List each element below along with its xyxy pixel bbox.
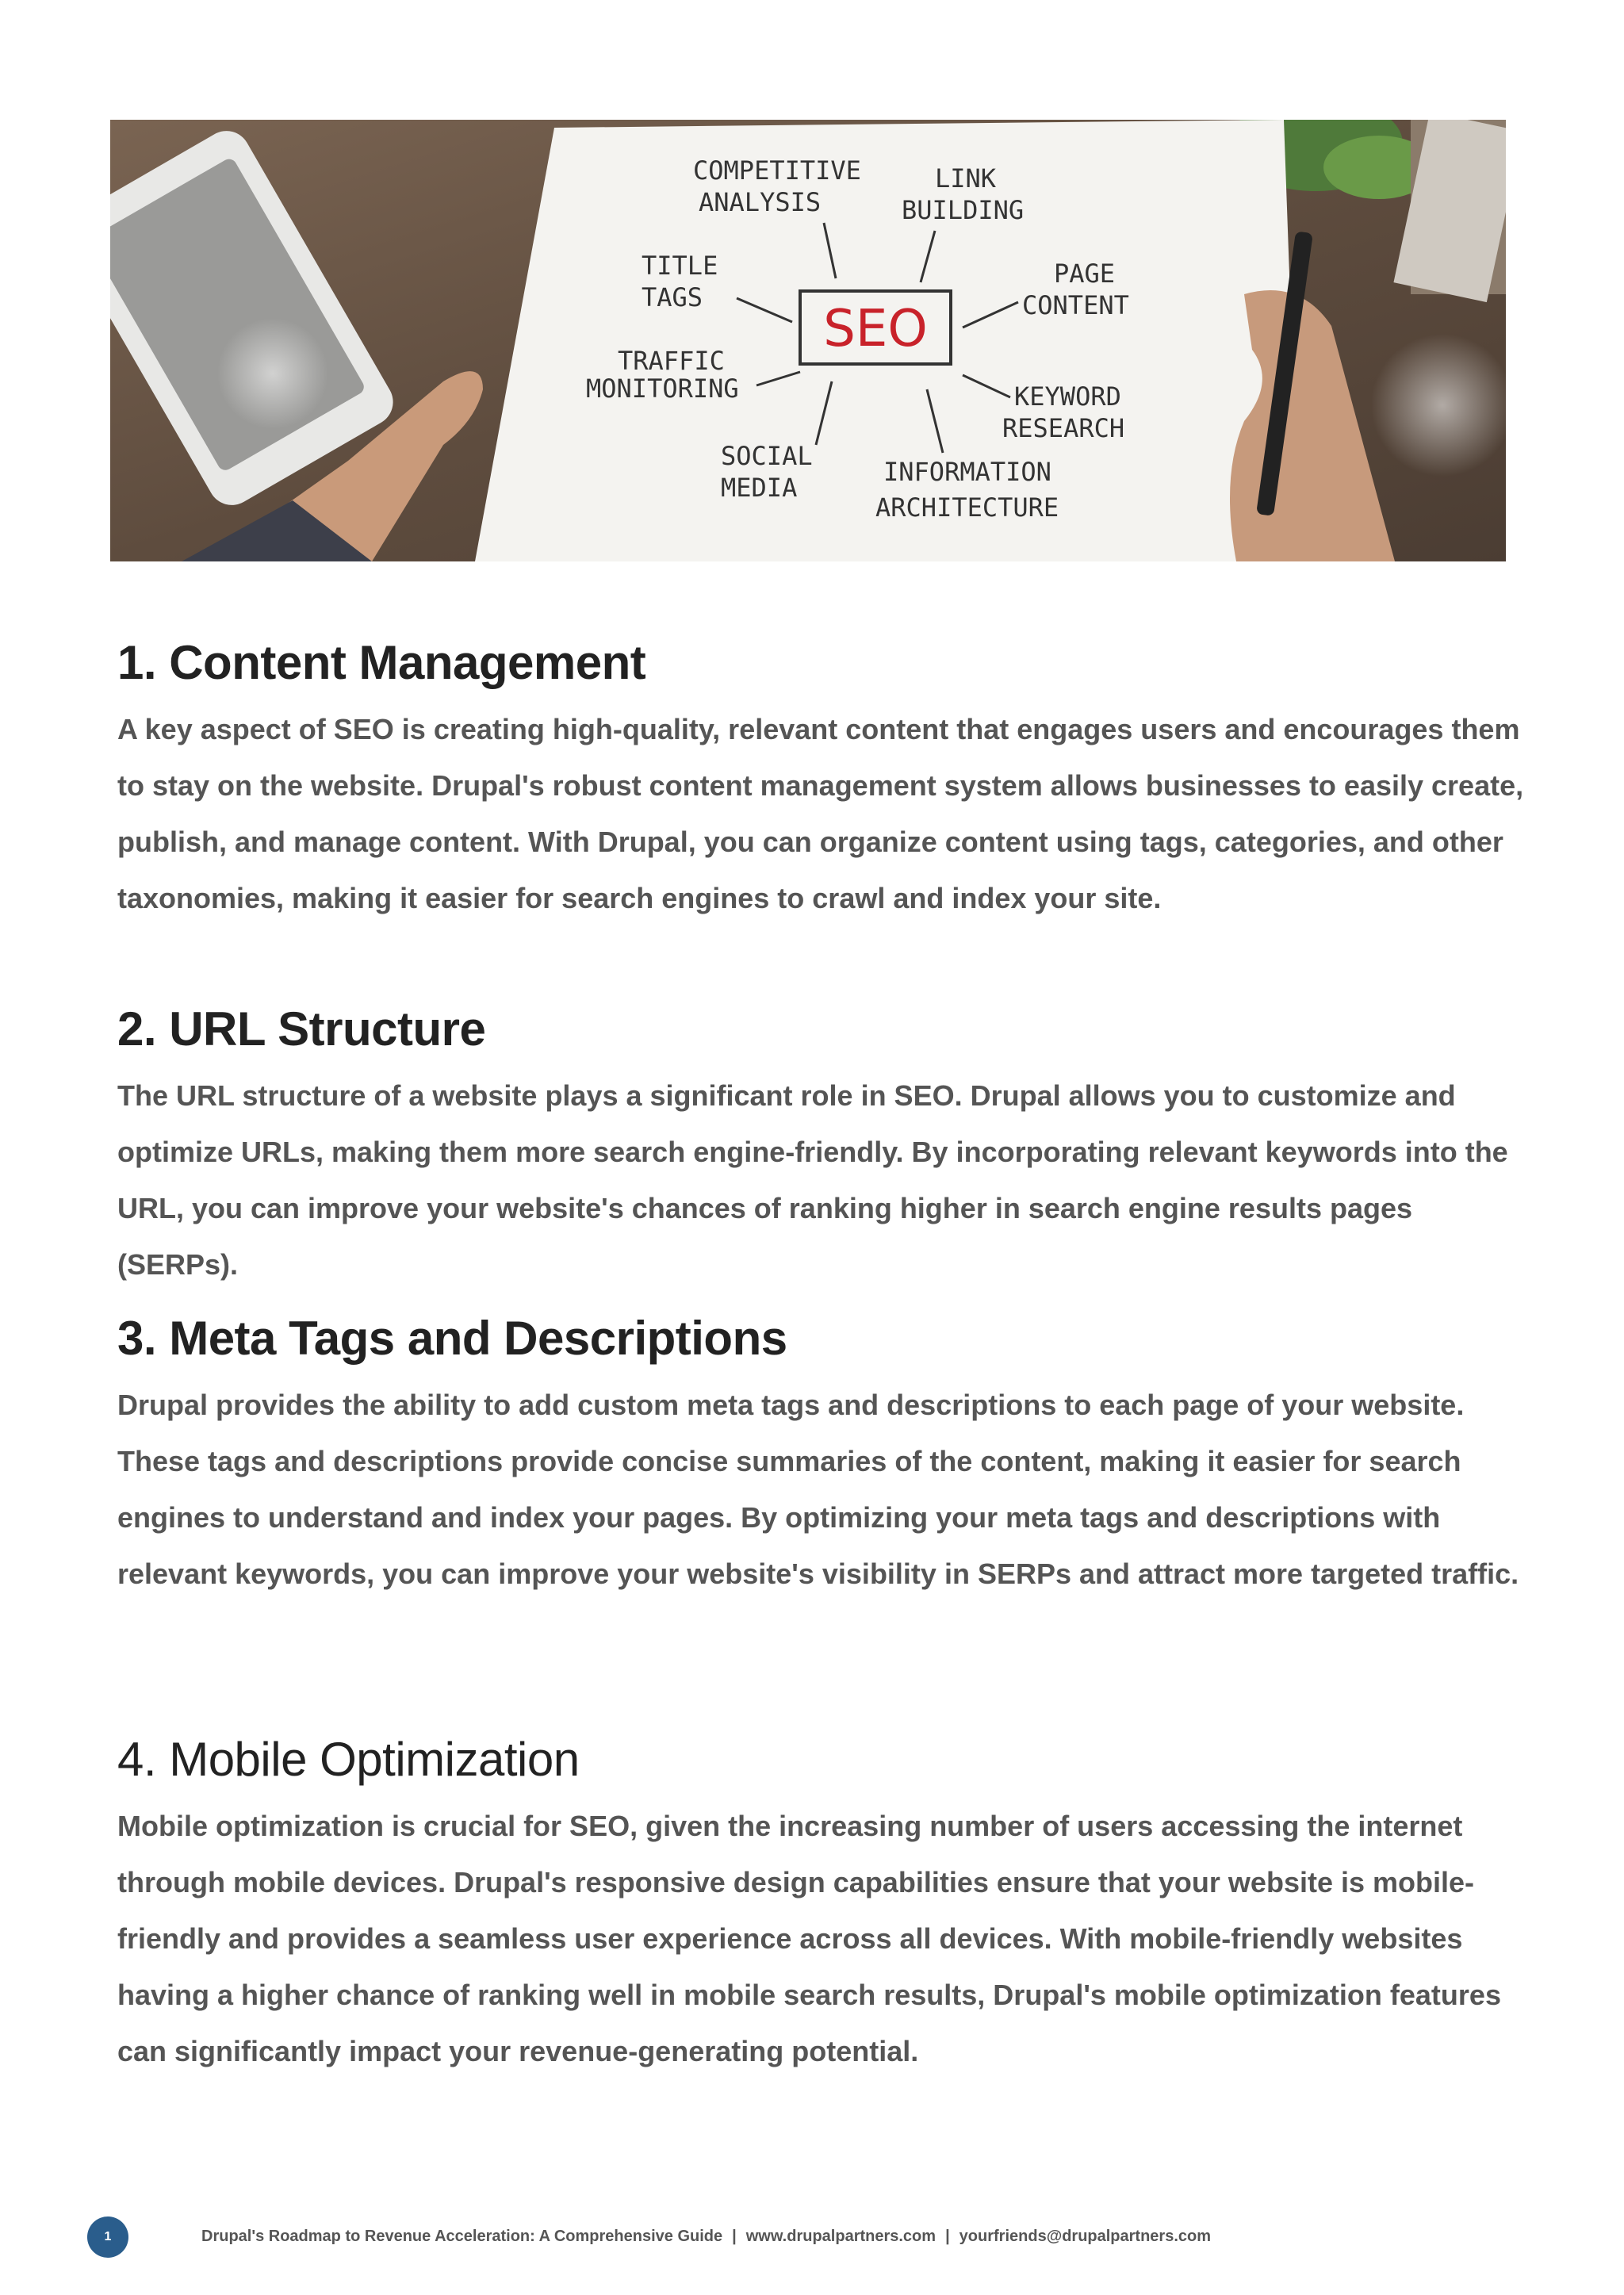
section-meta-tags (117, 1310, 1529, 1602)
footer-separator: | (945, 2228, 950, 2245)
svg-text:SOCIAL: SOCIAL (721, 441, 813, 471)
section-heading: 2. URL Structure (117, 1002, 486, 1056)
svg-text:MONITORING: MONITORING (586, 374, 739, 404)
section-mobile-optimization (117, 1731, 1529, 2079)
svg-text:ARCHITECTURE: ARCHITECTURE (875, 492, 1059, 523)
footer-website-link[interactable]: www.drupalpartners.com (745, 2228, 936, 2245)
seo-center-label: SEO (823, 300, 928, 358)
section-body: The URL structure of a website plays a significant role in SEO. Drupal allows you to customize and optimize URLs, making them more search engine-friendly. By incorporating relevant keywords into the URL, you can improve your website's chances of ranking higher in search engine results pages (SERPs). (117, 1079, 1508, 1281)
svg-text:TITLE: TITLE (642, 251, 718, 281)
page-number-badge: 1 (87, 2216, 128, 2258)
svg-text:LINK: LINK (935, 163, 997, 193)
footer-email-link[interactable]: yourfriends@drupalpartners.com (959, 2228, 1212, 2245)
hero-image (110, 120, 1506, 561)
section-heading: 4. Mobile Optimization (117, 1733, 580, 1786)
section-body: A key aspect of SEO is creating high-quality, relevant content that engages users and encourages them to stay on the website. Drupal's robust content management system allows businesses to easily create, publish, and manage content. With Drupal, you can organize content using tags, categories, and other taxonomies, making it easier for search engines to crawl and index your site. (117, 713, 1524, 914)
section-heading: 1. Content Management (117, 636, 646, 689)
section-body: Drupal provides the ability to add custom meta tags and descriptions to each page of your website. These tags and descriptions provide concise summaries of the content, making it easier for search engines to understand and index your pages. By optimizing your meta tags and descriptions with relevant keywords, you can improve your website's visibility in SERPs and attract more targeted traffic. (117, 1389, 1519, 1590)
section-content-management (117, 634, 1529, 926)
svg-text:RESEARCH: RESEARCH (1002, 413, 1125, 443)
svg-text:TRAFFIC: TRAFFIC (618, 346, 725, 376)
footer-title: Drupal's Roadmap to Revenue Acceleration: A Comprehensive Guide (201, 2228, 723, 2245)
seo-mind-map-photo (110, 120, 1506, 561)
footer-text (201, 2228, 1211, 2246)
svg-text:KEYWORD: KEYWORD (1014, 381, 1121, 412)
svg-text:COMPETITIVE: COMPETITIVE (693, 155, 861, 186)
svg-text:TAGS: TAGS (642, 282, 703, 312)
page-footer (87, 2216, 1546, 2261)
section-url-structure (117, 1001, 1529, 1293)
svg-text:BUILDING: BUILDING (902, 195, 1025, 225)
footer-separator: | (732, 2228, 737, 2245)
svg-text:CONTENT: CONTENT (1022, 290, 1129, 320)
svg-text:PAGE: PAGE (1054, 259, 1116, 289)
svg-text:MEDIA: MEDIA (721, 473, 798, 503)
section-body: Mobile optimization is crucial for SEO, given the increasing number of users accessing the internet through mobile devices. Drupal's responsive design capabilities ensure that your website is mobile-friendly and provides a seamless user experience across all devices. With mobile-friendly websites having a higher chance of ranking well in mobile search results, Drupal's mobile optimization features can significantly impact your revenue-generating potential. (117, 1810, 1501, 2067)
section-heading: 3. Meta Tags and Descriptions (117, 1312, 787, 1365)
svg-text:ANALYSIS: ANALYSIS (699, 187, 822, 217)
svg-text:INFORMATION: INFORMATION (883, 457, 1051, 487)
